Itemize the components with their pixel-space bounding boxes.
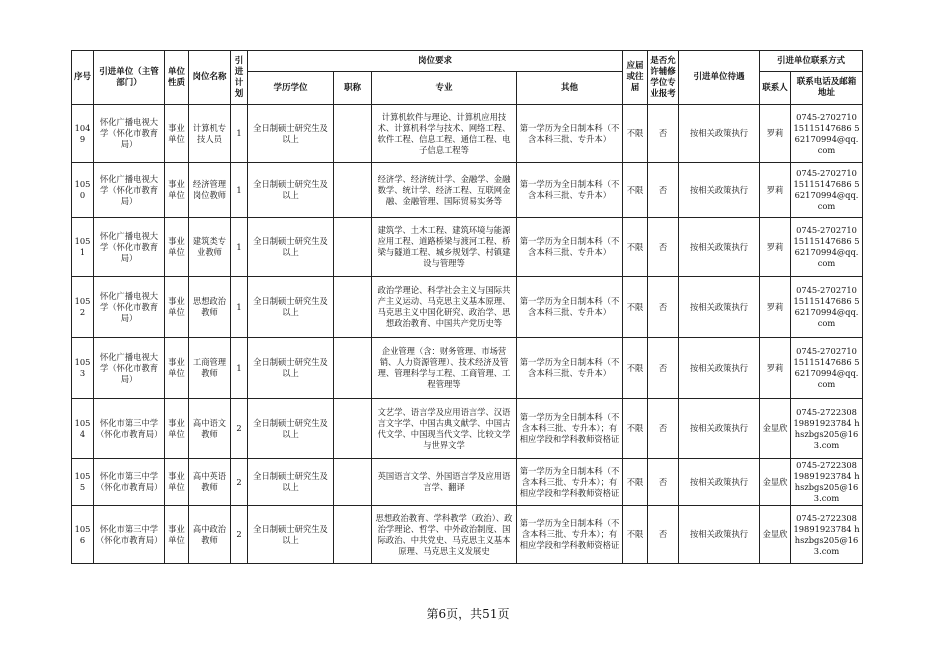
cell-major: 经济学、经济统计学、金融学、金融数学、统计学、经济工程、互联网金融、金融管理、国际贸易实务等 [372,163,517,218]
header-phone: 联系电话及邮箱地址 [791,72,863,105]
cell-unit: 怀化市第三中学（怀化市教育局） [94,506,165,564]
table-row [72,506,863,564]
cell-treatment: 按相关政策执行 [679,277,760,338]
cell-other: 第一学历为全日制本科（不含本科三批、专升本） [517,163,623,218]
header-nature: 单位性质 [165,51,189,105]
cell-education: 全日制硕士研究生及以上 [248,399,334,459]
recruitment-table [71,50,863,564]
cell-allow-minor: 否 [648,338,679,399]
header-row-1 [72,51,863,72]
cell-education: 全日制硕士研究生及以上 [248,506,334,564]
cell-post: 高中英语教师 [189,459,231,506]
table-row [72,399,863,459]
cell-other: 第一学历为全日制本科（不含本科三批、专升本） [517,277,623,338]
cell-unit: 怀化广播电视大学（怀化市教育局） [94,338,165,399]
cell-post: 思想政治教师 [189,277,231,338]
cell-plan: 1 [231,163,248,218]
cell-contact: 金显欣 [760,459,791,506]
cell-other: 第一学历为全日制本科（不含本科三批、专升本） [517,105,623,163]
cell-nature: 事业单位 [165,506,189,564]
header-fresh: 应届或往届 [623,51,648,105]
cell-fresh: 不限 [623,399,648,459]
header-seq: 序号 [72,51,94,105]
cell-unit: 怀化广播电视大学（怀化市教育局） [94,218,165,277]
cell-education: 全日制硕士研究生及以上 [248,163,334,218]
cell-plan: 2 [231,506,248,564]
cell-allow-minor: 否 [648,399,679,459]
cell-contact: 金显欣 [760,506,791,564]
cell-major: 思想政治教育、学科教学（政治）、政治学理论、哲学、中外政治制度、国际政治、中共党史、马克思主义基本原理、马克思主义发展史 [372,506,517,564]
table-row [72,459,863,506]
cell-plan: 1 [231,105,248,163]
cell-seq: 1050 [72,163,94,218]
cell-nature: 事业单位 [165,338,189,399]
cell-contact: 罗莉 [760,163,791,218]
cell-phone: 0745-2702710 15115147686 562170994@qq.com [791,218,863,277]
cell-title [334,399,372,459]
cell-major: 政治学理论、科学社会主义与国际共产主义运动、马克思主义基本原理、马克思主义中国化研究、政治学、思想政治教育、中国共产党历史等 [372,277,517,338]
table-row [72,218,863,277]
cell-fresh: 不限 [623,105,648,163]
cell-plan: 1 [231,277,248,338]
cell-phone: 0745-2702710 15115147686 562170994@qq.com [791,338,863,399]
cell-nature: 事业单位 [165,218,189,277]
cell-major: 建筑学、土木工程、建筑环境与能源应用工程、道路桥梁与渡河工程、桥梁与隧道工程、城乡规划学、村镇建设与管理等 [372,218,517,277]
cell-education: 全日制硕士研究生及以上 [248,459,334,506]
cell-treatment: 按相关政策执行 [679,399,760,459]
cell-title [334,277,372,338]
cell-allow-minor: 否 [648,105,679,163]
header-requirements: 岗位要求 [248,51,623,72]
cell-fresh: 不限 [623,163,648,218]
cell-plan: 2 [231,399,248,459]
cell-major: 计算机软件与理论、计算机应用技术、计算机科学与技术、网络工程、软件工程、信息工程、通信工程、电子信息工程等 [372,105,517,163]
cell-other: 第一学历为全日制本科（不含本科三批、专升本）；有相应学段和学科教师资格证 [517,399,623,459]
cell-other: 第一学历为全日制本科（不含本科三批、专升本）；有相应学段和学科教师资格证 [517,506,623,564]
cell-nature: 事业单位 [165,459,189,506]
cell-contact: 罗莉 [760,277,791,338]
page-number: 第6页，共51页 [426,607,510,621]
header-treatment: 引进单位待遇 [679,51,760,105]
cell-plan: 2 [231,459,248,506]
cell-nature: 事业单位 [165,277,189,338]
cell-nature: 事业单位 [165,399,189,459]
cell-post: 高中政治教师 [189,506,231,564]
cell-other: 第一学历为全日制本科（不含本科三批、专升本） [517,218,623,277]
cell-treatment: 按相关政策执行 [679,105,760,163]
cell-fresh: 不限 [623,506,648,564]
cell-major: 英国语言文学、外国语言学及应用语言学、翻译 [372,459,517,506]
cell-phone: 0745-2702710 15115147686 562170994@qq.com [791,163,863,218]
cell-contact: 罗莉 [760,105,791,163]
cell-phone: 0745-2702710 15115147686 562170994@qq.com [791,277,863,338]
cell-post: 建筑类专业教师 [189,218,231,277]
cell-treatment: 按相关政策执行 [679,338,760,399]
cell-other: 第一学历为全日制本科（不含本科三批、专升本） [517,338,623,399]
table-row [72,105,863,163]
cell-fresh: 不限 [623,459,648,506]
header-unit: 引进单位（主管部门） [94,51,165,105]
cell-fresh: 不限 [623,338,648,399]
header-allow-minor: 是否允许辅修学位专业报考 [648,51,679,105]
header-other: 其他 [517,72,623,105]
cell-unit: 怀化市第三中学（怀化市教育局） [94,399,165,459]
table-row [72,277,863,338]
cell-treatment: 按相关政策执行 [679,506,760,564]
cell-allow-minor: 否 [648,277,679,338]
cell-nature: 事业单位 [165,105,189,163]
cell-unit: 怀化市第三中学（怀化市教育局） [94,459,165,506]
header-major: 专业 [372,72,517,105]
cell-seq: 1054 [72,399,94,459]
cell-contact: 罗莉 [760,218,791,277]
cell-allow-minor: 否 [648,506,679,564]
cell-title [334,506,372,564]
cell-phone: 0745-2722308 19891923784 hhszbgs205@163.com [791,459,863,506]
cell-title [334,218,372,277]
cell-unit: 怀化广播电视大学（怀化市教育局） [94,105,165,163]
cell-title [334,338,372,399]
cell-contact: 金显欣 [760,399,791,459]
cell-nature: 事业单位 [165,163,189,218]
header-post: 岗位名称 [189,51,231,105]
cell-education: 全日制硕士研究生及以上 [248,338,334,399]
cell-post: 经济管理岗位教师 [189,163,231,218]
cell-treatment: 按相关政策执行 [679,163,760,218]
cell-education: 全日制硕士研究生及以上 [248,105,334,163]
cell-allow-minor: 否 [648,218,679,277]
cell-title [334,163,372,218]
header-plan: 引进计划 [231,51,248,105]
header-title: 职称 [334,72,372,105]
cell-title [334,105,372,163]
cell-education: 全日制硕士研究生及以上 [248,277,334,338]
cell-seq: 1055 [72,459,94,506]
cell-treatment: 按相关政策执行 [679,459,760,506]
header-education: 学历学位 [248,72,334,105]
table-row [72,338,863,399]
cell-contact: 罗莉 [760,338,791,399]
cell-allow-minor: 否 [648,163,679,218]
cell-title [334,459,372,506]
cell-treatment: 按相关政策执行 [679,218,760,277]
cell-other: 第一学历为全日制本科（不含本科三批、专升本）；有相应学段和学科教师资格证 [517,459,623,506]
cell-fresh: 不限 [623,218,648,277]
cell-post: 工商管理教师 [189,338,231,399]
header-contact: 联系人 [760,72,791,105]
cell-fresh: 不限 [623,277,648,338]
header-contact-group: 引进单位联系方式 [760,51,863,72]
cell-post: 计算机专技人员 [189,105,231,163]
cell-seq: 1056 [72,506,94,564]
cell-major: 文艺学、语言学及应用语言学、汉语言文字学、中国古典文献学、中国古代文学、中国现当代文学、比较文学与世界文学 [372,399,517,459]
cell-unit: 怀化广播电视大学（怀化市教育局） [94,277,165,338]
cell-seq: 1051 [72,218,94,277]
cell-seq: 1053 [72,338,94,399]
table-row [72,163,863,218]
cell-seq: 1049 [72,105,94,163]
cell-post: 高中语文教师 [189,399,231,459]
cell-plan: 1 [231,338,248,399]
cell-allow-minor: 否 [648,459,679,506]
cell-phone: 0745-2722308 19891923784 hhszbgs205@163.com [791,399,863,459]
cell-major: 企业管理（含：财务管理、市场营销、人力资源管理）、技术经济及管理、管理科学与工程、工商管理、工程管理等 [372,338,517,399]
cell-education: 全日制硕士研究生及以上 [248,218,334,277]
cell-phone: 0745-2722308 19891923784 hhszbgs205@163.com [791,506,863,564]
cell-unit: 怀化广播电视大学（怀化市教育局） [94,163,165,218]
cell-seq: 1052 [72,277,94,338]
cell-plan: 1 [231,218,248,277]
cell-phone: 0745-2702710 15115147686 562170994@qq.com [791,105,863,163]
